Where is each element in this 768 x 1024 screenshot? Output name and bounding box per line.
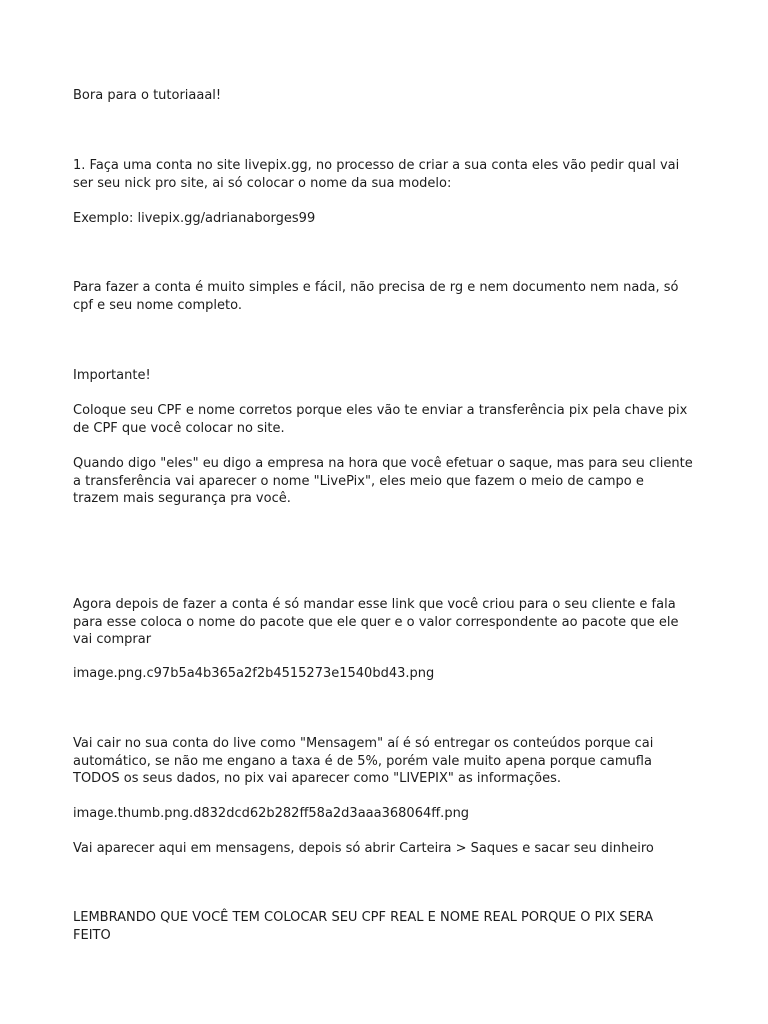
eles-paragraph: Quando digo "eles" eu digo a empresa na hora que você efetuar o saque, mas para seu cliente a transferência vai aparecer o nome "LivePix", eles meio que fazem o meio de campo e trazem mais segurança pra você. xyxy=(73,456,693,506)
example-link-text: Exemplo: livepix.gg/adrianaborges99 xyxy=(73,211,316,226)
wallet-paragraph: Vai aparecer aqui em mensagens, depois só abrir Carteira > Saques e sacar seu dinheiro xyxy=(73,841,654,856)
image-filename-1: image.png.c97b5a4b365a2f2b4515273e1540bd43.png xyxy=(73,666,435,681)
step-one-paragraph: 1. Faça uma conta no site livepix.gg, no processo de criar a sua conta eles vão pedir qual vai ser seu nick pro site, ai só colocar o nome da sua modelo: xyxy=(73,158,680,191)
cpf-paragraph: Coloque seu CPF e nome corretos porque eles vão te enviar a transferência pix pela chave pix de CPF que você colocar no site. xyxy=(73,403,688,436)
account-info-paragraph: Para fazer a conta é muito simples e fácil, não precisa de rg e nem documento nem nada, só cpf e seu nome completo. xyxy=(73,280,679,313)
reminder-paragraph: LEMBRANDO QUE VOCÊ TEM COLOCAR SEU CPF REAL E NOME REAL PORQUE O PIX SERA FEITO xyxy=(73,910,654,943)
message-paragraph: Vai cair no sua conta do live como "Mensagem" aí é só entregar os conteúdos porque cai automático, se não me engano a taxa é de 5%, porém vale muito apena porque camufla TODOS os seus dados, no pix vai aparecer como "LIVEPIX" as informações. xyxy=(73,736,654,786)
intro-line: Bora para o tutoriaaal! xyxy=(73,88,222,103)
send-link-paragraph: Agora depois de fazer a conta é só mandar esse link que você criou para o seu cliente e fala para esse coloca o nome do pacote que ele quer e o valor correspondente ao pacote que ele vai comprar xyxy=(73,597,679,647)
image-filename-2: image.thumb.png.d832dcd62b282ff58a2d3aaa368064ff.png xyxy=(73,806,470,821)
important-heading: Importante! xyxy=(73,368,151,383)
